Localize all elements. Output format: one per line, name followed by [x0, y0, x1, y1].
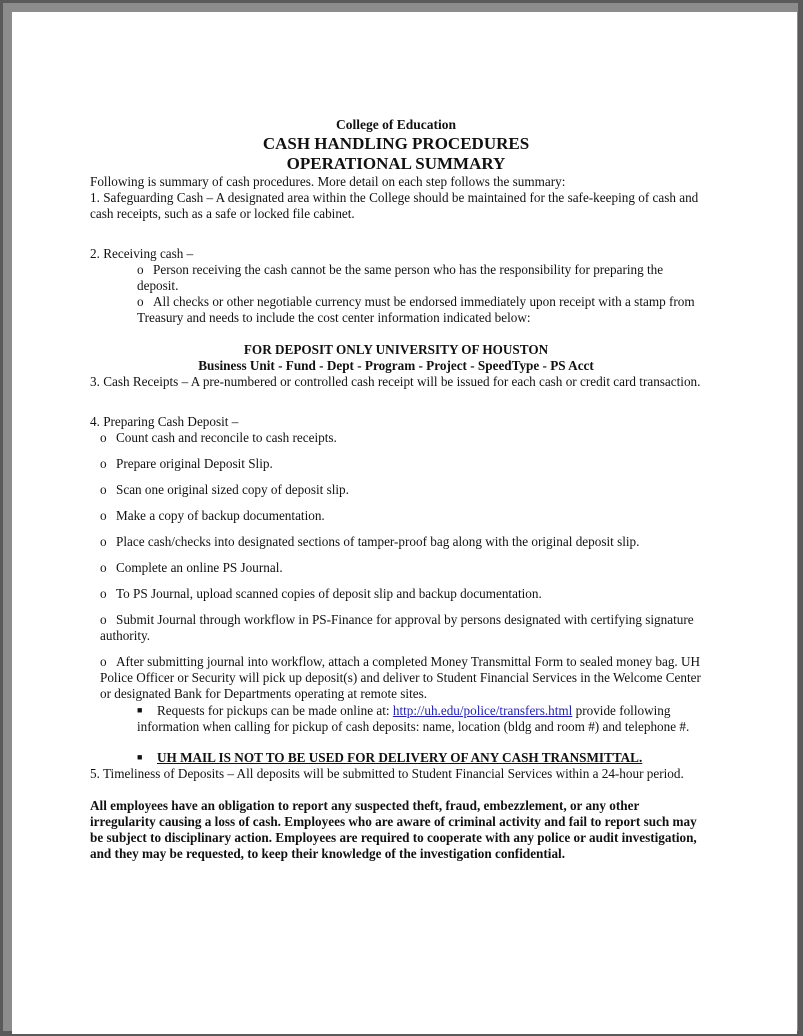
circle-bullet-icon: o	[100, 508, 107, 523]
circle-bullet-icon: o	[100, 482, 107, 497]
police-transfers-link[interactable]: http://uh.edu/police/transfers.html	[392, 703, 573, 718]
step-4-list	[90, 430, 702, 702]
step-3-cash-receipts: 3. Cash Receipts – A pre-numbered or controlled cash receipt will be issued for each cash or credit card transaction.	[90, 374, 701, 389]
pickup-request-note: ■ Requests for pickups can be made online at: http://uh.edu/police/transfers.html provide following information when calling for pickup of cash deposits: name, location (bldg and room #) and telephone #.	[137, 703, 690, 734]
circle-bullet-icon: o	[100, 586, 107, 601]
page-subtitle: OPERATIONAL SUMMARY	[286, 154, 506, 173]
step-1-safeguarding: 1. Safeguarding Cash – A designated area within the College should be maintained for the safe-keeping of cash and cash receipts, such as a safe or locked file cabinet.	[90, 190, 699, 221]
step-2-title: 2. Receiving cash –	[90, 246, 194, 261]
list-item: o Make a copy of backup documentation.	[100, 508, 325, 523]
deposit-stamp-line1: FOR DEPOSIT ONLY UNIVERSITY OF HOUSTON	[243, 342, 549, 357]
circle-bullet-icon: o	[100, 430, 107, 445]
closing-statement: All employees have an obligation to report any suspected theft, fraud, embezzlement, or any other irregularity causing a loss of cash. Employees who are aware of criminal activity and fail to report such may be subject to disciplinary action. Employees are required to cooperate with any police or audit investigation, and they may be requested, to keep their knowledge of the investigation confidential.	[90, 798, 697, 861]
step-4-title: 4. Preparing Cash Deposit –	[90, 414, 239, 429]
step-5-timeliness: 5. Timeliness of Deposits – All deposits will be submitted to Student Financial Services within a 24-hour period.	[90, 766, 684, 781]
intro-text: Following is summary of cash procedures. More detail on each step follows the summary:	[90, 174, 566, 189]
square-bullet-icon: ■	[137, 705, 143, 715]
circle-bullet-icon: o	[100, 456, 107, 471]
list-item: o Scan one original sized copy of deposit slip.	[100, 482, 349, 497]
document-content	[90, 108, 702, 862]
circle-bullet-icon: o	[100, 534, 107, 549]
list-item: o Prepare original Deposit Slip.	[100, 456, 273, 471]
page-title: CASH HANDLING PROCEDURES	[262, 134, 530, 153]
circle-bullet-icon: o	[100, 612, 107, 627]
list-item: o Complete an online PS Journal.	[100, 560, 283, 575]
mail-warning: ■ UH MAIL IS NOT TO BE USED FOR DELIVERY OF ANY CASH TRANSMITTAL.	[137, 750, 643, 765]
circle-bullet-icon: o	[100, 560, 107, 575]
step-2-item: o All checks or other negotiable currency must be endorsed immediately upon receipt with a stamp from Treasury and needs to include the cost center information indicated below:	[137, 294, 695, 325]
step-2-item: o Person receiving the cash cannot be the same person who has the responsibility for preparing the deposit.	[137, 262, 664, 293]
square-bullet-icon: ■	[137, 752, 143, 762]
college-name: College of Education	[336, 117, 456, 132]
list-item: o Submit Journal through workflow in PS-Finance for approval by persons designated with certifying signature authority.	[100, 612, 694, 643]
list-item: o Count cash and reconcile to cash receipts.	[100, 430, 337, 445]
list-item: o To PS Journal, upload scanned copies of deposit slip and backup documentation.	[100, 586, 542, 601]
list-item: o Place cash/checks into designated sections of tamper-proof bag along with the original deposit slip.	[100, 534, 640, 549]
circle-bullet-icon: o	[100, 654, 107, 669]
circle-bullet-icon: o	[137, 294, 144, 309]
list-item: o After submitting journal into workflow, attach a completed Money Transmittal Form to sealed money bag. UH Police Officer or Security will pick up deposit(s) and deliver to Student Financial Services in the Welcome Center or designated Bank for Departments operating at remote sites.	[100, 654, 701, 701]
deposit-stamp-line2: Business Unit - Fund - Dept - Program - Project - SpeedType - PS Acct	[198, 358, 594, 373]
circle-bullet-icon: o	[137, 262, 144, 277]
